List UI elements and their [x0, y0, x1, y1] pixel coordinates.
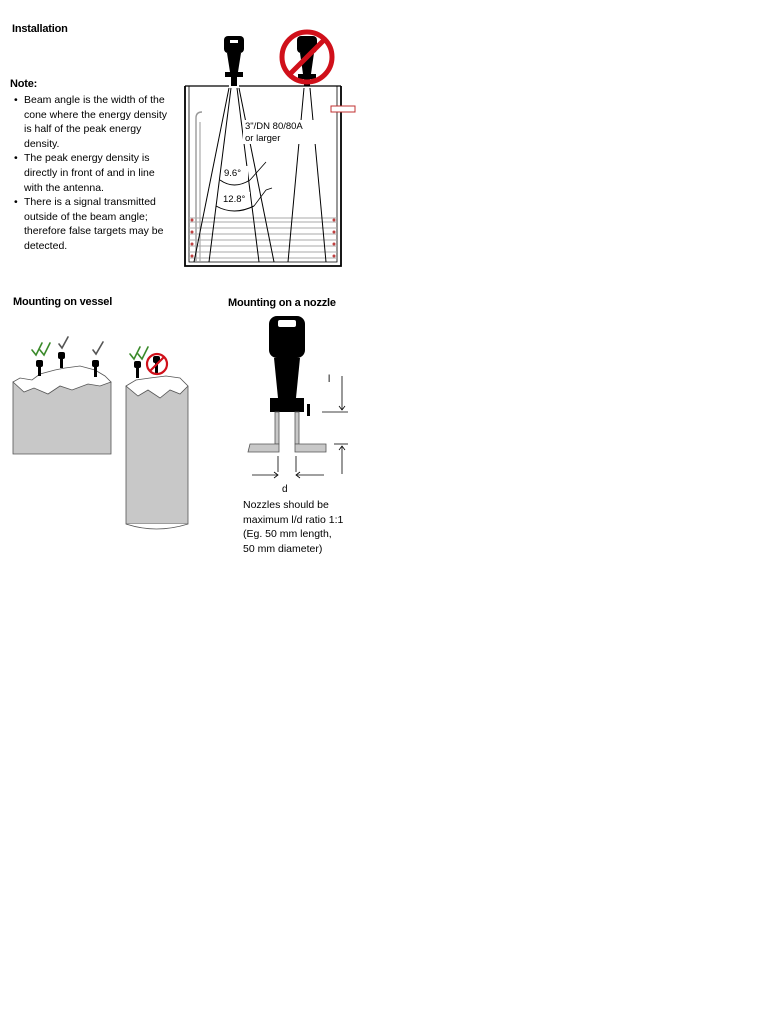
- nozzle-pipe: [248, 412, 326, 452]
- check-icon: [93, 342, 103, 354]
- nozzle-size-label: 3"/DN 80/80A: [245, 121, 303, 132]
- note-item: • Beam angle is the width of the cone where the energy density is half of the peak energy density.: [12, 93, 176, 151]
- dimension-lines: [252, 376, 348, 478]
- note-heading: Note:: [10, 78, 38, 90]
- note-item: • There is a signal transmitted outside of the beam angle; therefore false targets may be detected.: [12, 195, 176, 253]
- antenna-icon: [58, 352, 65, 368]
- length-label: l: [328, 374, 331, 385]
- vessel-mounting-diagram: [10, 334, 195, 530]
- tank: [185, 86, 355, 266]
- antenna-icon: [224, 36, 244, 86]
- outer-angle-arc: [216, 206, 254, 211]
- note-list: [12, 93, 176, 254]
- caption-line: (Eg. 50 mm length,: [243, 528, 332, 541]
- instrument-icon: [269, 316, 310, 416]
- vessel-left: [13, 366, 111, 454]
- nozzle-size-label-2: or larger: [245, 133, 281, 144]
- check-icon: [130, 347, 140, 359]
- caption-line: 50 mm diameter): [243, 542, 323, 555]
- nozzle-title: Mounting on a nozzle: [228, 297, 336, 309]
- check-icon: [32, 343, 42, 355]
- vessel-title: Mounting on vessel: [13, 296, 113, 308]
- inner-angle-label: 9.6°: [224, 168, 242, 179]
- beam-angle-diagram: [180, 22, 360, 270]
- outer-angle-label: 12.8°: [223, 194, 246, 205]
- nozzle-diagram: [240, 312, 360, 497]
- vessel-right: [126, 376, 188, 529]
- diameter-label: d: [282, 484, 288, 495]
- note-item: • The peak energy density is directly in front of and in line with the antenna.: [12, 151, 176, 195]
- caption-line: Nozzles should be: [243, 499, 329, 511]
- check-icon: [59, 337, 68, 348]
- antenna-icon: [134, 361, 141, 378]
- installation-title: Installation: [12, 23, 68, 35]
- beam-lines: [194, 88, 326, 262]
- caption-line: maximum l/d ratio 1:1: [243, 513, 344, 526]
- nozzle-caption: [243, 498, 343, 556]
- inner-angle-arc: [220, 180, 250, 185]
